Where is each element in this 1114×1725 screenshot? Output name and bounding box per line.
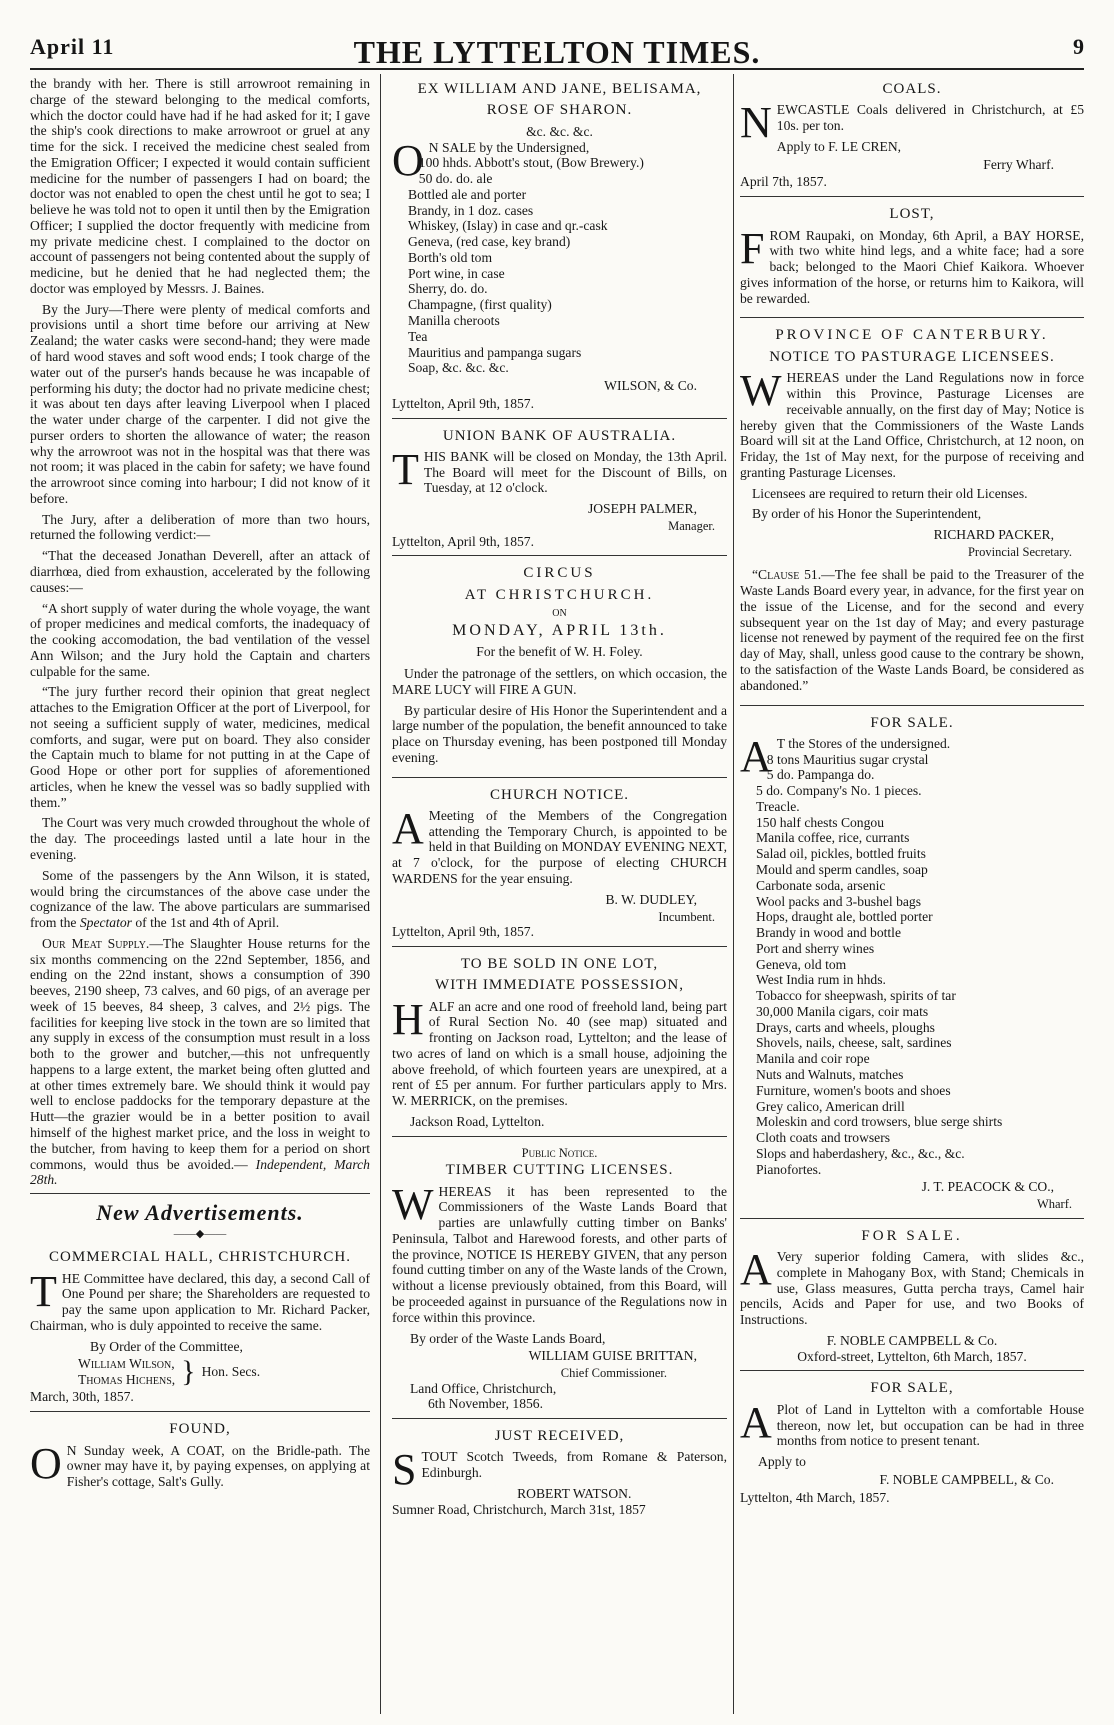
ad-body: Very superior folding Camera, with slides &c., complete in Mahogany Box, with Stand; Chemicals in use, Glass measures, Gutta percha trays, Camel hair pencils, Acids and Paper for use, and two Books of Instructions. — [740, 1248, 1084, 1328]
ad-body: HE Committee have declared, this day, a second Call of One Pound per share; the Shareholders are requested to pay the same upon application to Mr. Richard Packer, Chairman, who is duly appointed to receive the same. — [30, 1270, 370, 1334]
ad-line: By order of the Waste Lands Board, — [410, 1330, 606, 1346]
ad-church-notice — [392, 782, 727, 947]
ad-heading: MONDAY, APRIL 13th. — [452, 621, 667, 639]
ad-heading: LOST, — [889, 206, 935, 223]
paragraph-text: of the 1st and 4th of April. — [135, 915, 280, 931]
ad-heading: CHURCH NOTICE. — [489, 786, 629, 803]
list-item: Manila and coir rope — [756, 1051, 870, 1067]
drop-cap: A — [740, 1397, 772, 1447]
list-item: Tobacco for sheepwash, spirits of tar — [756, 988, 956, 1004]
ad-heading: WITH IMMEDIATE POSSESSION, — [435, 977, 684, 994]
list-item: Port and sherry wines — [756, 940, 875, 956]
list-item: Sherry, do. do. — [408, 281, 488, 297]
ad-union-bank — [392, 423, 727, 557]
ad-signature: RICHARD PACKER, — [933, 527, 1054, 543]
signatory-role: Hon. Secs. — [201, 1364, 261, 1380]
drop-cap: A — [740, 731, 772, 781]
signatory: Thomas Hichens, — [78, 1371, 176, 1387]
ad-timber-licenses — [392, 1141, 727, 1419]
ad-heading: COALS. — [882, 81, 942, 97]
paragraph-text: —The Slaughter House returns for the six months commencing on the 22nd September, 1856, and ending on the 22nd instant, shows a consumption of 390 beeves, 2190 sheep, 73 calves, and 60 pigs, of an average per week of 15 beeves, 84 sheep, 3 calves, and 2½ pigs. The facilities for keeping live stock in the town are so limited that any supply in excess of the consumption must result in a loss both to the grower and butcher,—this not unfrequently happens to a large extent, the market being often glutted and at other times extremely bare. We should think it would pay well to enclose paddocks for the temporary depasture at the Hutt—the grazier would be in a better position to avail himself of the highest market price, and the loss in weight to the butcher, from having to keep them for a period on short commons, would thus be avoided.— — [30, 935, 370, 1172]
list-item: Borth's old tom — [408, 249, 493, 265]
ad-heading: COMMERCIAL HALL, CHRISTCHURCH. — [49, 1249, 351, 1266]
ad-camera-for-sale — [740, 1223, 1084, 1372]
ad-signature: F. NOBLE CAMPBELL & Co. — [826, 1332, 998, 1348]
ad-role: Chief Commissioner. — [560, 1366, 667, 1381]
article-paragraph: “The jury further record their opinion that great neglect attaches to the Emigration Officer at the port of Liverpool, for not seeing a sufficient supply of water, medicines, medical comforts, and sugar, were put on board. They also consider the Captain much to blame for not putting in at the Cape of Good Hope or other port for supplies of aforementioned articles, when he knew the vessel was so badly supplied with them.” — [30, 684, 370, 810]
list-item: Geneva, (red case, key brand) — [408, 234, 571, 250]
ad-heading: AT CHRISTCHURCH. — [464, 586, 655, 603]
list-item: Brandy, in 1 doz. cases — [408, 202, 534, 218]
list-item: Hops, draught ale, bottled porter — [756, 909, 933, 925]
list-item: Geneva, old tom — [756, 956, 847, 972]
list-item: Tea — [408, 328, 428, 344]
drop-cap: H — [392, 994, 424, 1044]
newspaper-title: THE LYTTELTON TIMES. — [353, 34, 761, 70]
article-paragraph — [30, 936, 370, 1188]
ad-found — [30, 1416, 370, 1501]
list-item: Manila coffee, rice, currants — [756, 830, 910, 846]
ad-plot-for-sale — [740, 1375, 1084, 1511]
ad-body: TOUT Scotch Tweeds, from Romane & Paterson, Edinburgh. — [421, 1449, 727, 1481]
ad-pasturage-licensees — [740, 322, 1084, 705]
goods-list — [392, 155, 727, 376]
drop-cap: S — [392, 1445, 417, 1495]
ad-body: HIS BANK will be closed on Monday, the 13th April. The Board will meet for the Discount of Bills, on Tuesday, at 12 o'clock. — [423, 448, 727, 496]
ad-subheading: ROSE OF SHARON. — [486, 102, 633, 119]
ad-signature: B. W. DUDLEY, — [605, 891, 697, 907]
list-item: Drays, carts and wheels, ploughs — [756, 1019, 935, 1035]
list-item: Furniture, women's boots and shoes — [756, 1082, 951, 1098]
ad-date: Lyttelton, April 9th, 1857. — [392, 924, 534, 940]
signatory: William Wilson, — [78, 1356, 175, 1372]
article-paragraph — [30, 868, 370, 931]
article-paragraph: By the Jury—There were plenty of medical comforts and provisions until a short time before our arriving at New Zealand; the water casks were second-hand; they were made of hard wood staves and soft wood ends; I took charge of the water out of the purser's hands because he was incapable of performing his duty; the doctor had no private medicine chest; it was about ten days after leaving Liverpool when I placed the water under charge of the carpenter. I did not give the purser orders to shorten the allowance of water; the reason why the arrowroot was not in the hospital was that there was not room; it was placed in the cabin for safety; we have found the arrowroot since coming into harbour; I did not know of it before. — [30, 301, 370, 506]
masthead — [30, 34, 1084, 70]
ad-place: Wharf. — [1036, 1197, 1072, 1212]
article-paragraph: The Court was very much crowded throughout the whole of the day. The proceedings lasted until a late hour in the evening. — [30, 815, 370, 862]
section-title: New Advertisements. — [96, 1200, 304, 1226]
ad-line: Apply to F. LE CREN, — [776, 138, 902, 154]
goods-list — [740, 752, 1084, 1178]
ad-heading: NOTICE TO PASTURAGE LICENSEES. — [769, 348, 1055, 365]
ad-line: ON — [552, 608, 567, 620]
paragraph-text: Some of the passengers by the Ann Wilson, it is stated, would bring the circumstances of the above case under the cognizance of the law. The above particulars are summarised from the — [30, 867, 370, 931]
ad-line: By Order of the Committee, — [90, 1338, 243, 1354]
column-divider — [733, 74, 734, 1714]
ad-just-received — [392, 1423, 727, 1523]
ad-place: Ferry Wharf. — [983, 156, 1054, 172]
list-item: Mould and sperm candles, soap — [756, 862, 928, 878]
ad-date: Lyttelton, April 9th, 1857. — [392, 533, 534, 549]
drop-cap: N — [740, 98, 772, 148]
ad-heading: FOR SALE. — [861, 1227, 963, 1244]
list-item: Moleskin and cord trowsers, blue serge shirts — [756, 1114, 1003, 1130]
ad-intro: T the Stores of the undersigned. — [776, 735, 951, 751]
clause-label: “Clause 51. — [752, 567, 822, 583]
ad-body: Plot of Land in Lyttelton with a comfortable House thereon, now let, but occupation can be had in three months from notice to present tenant. — [776, 1401, 1084, 1449]
drop-cap: T — [392, 444, 419, 494]
column-3 — [740, 76, 1084, 1711]
signatories — [30, 1355, 370, 1390]
ad-date: April 7th, 1857. — [740, 174, 827, 190]
ad-signature: ROBERT WATSON. — [517, 1485, 632, 1501]
ad-intro: N SALE by the Undersigned, — [428, 139, 590, 155]
drop-cap: F — [740, 223, 765, 273]
ad-signature: J. T. PEACOCK & CO., — [921, 1179, 1054, 1195]
list-item: 150 half chests Congou — [756, 814, 884, 830]
article-paragraph: “That the deceased Jonathan Deverell, after an attack of diarrhœa, died from exhaustion, accelerated by the following causes:— — [30, 548, 370, 595]
list-item: Wool packs and 3-bushel bags — [756, 893, 922, 909]
ad-place: Land Office, Christchurch, — [410, 1380, 557, 1396]
ad-label: Public Notice. — [521, 1145, 598, 1160]
list-item: Cloth coats and trowsers — [756, 1130, 891, 1146]
list-item: Grey calico, American drill — [756, 1098, 905, 1114]
ad-lost-horse — [740, 201, 1084, 318]
ad-signature: WILLIAM GUISE BRITTAN, — [528, 1348, 697, 1364]
ad-date: Sumner Road, Christchurch, March 31st, 1857 — [392, 1501, 646, 1517]
list-item: 50 do. do. ale — [418, 171, 493, 187]
list-item: 5 do. Pampanga do. — [766, 767, 875, 783]
ad-body: HEREAS under the Land Regulations now in force within this Province, Pasturage Licenses are receivable annually, on the first day of May; Notice is hereby given that the Commissioners of the Waste Lands Board will sit at the Land Office, Christchurch, at 12 noon, on Friday, the 1st of May next, for the purpose of receiving and granting Pasturage Licenses. — [740, 370, 1084, 480]
ad-body: N Sunday week, A COAT, on the Bridle-path. The owner may have it, by paying expenses, on applying at Fisher's cottage, Salt's Gully. — [66, 1442, 370, 1490]
ad-address: Jackson Road, Lyttelton. — [410, 1113, 545, 1129]
drop-cap: A — [740, 1244, 772, 1294]
article-heading: Our Meat Supply. — [42, 935, 150, 951]
list-item: Mauritius and pampanga sugars — [408, 344, 582, 360]
list-item: Salad oil, pickles, bottled fruits — [756, 846, 926, 862]
list-item: Port wine, in case — [408, 265, 505, 281]
ad-stores-for-sale — [740, 710, 1084, 1219]
ad-heading: CIRCUS — [523, 565, 596, 582]
ad-signature: WILSON, & Co. — [604, 378, 697, 394]
ad-body: By particular desire of His Honor the Superintendent and a large number of the population, the benefit announced to take place on Thursday evening, has been postponed till Monday evening. — [392, 702, 727, 765]
ad-heading: PROVINCE OF CANTERBURY. — [775, 327, 1049, 344]
column-2 — [392, 76, 727, 1711]
list-item: Manilla cheroots — [408, 312, 500, 328]
column-1 — [30, 76, 370, 1711]
clause-text: —The fee shall be paid to the Treasurer of the Waste Lands Board every year, in advance, for the first year on the issue of the License, and for the second and every subsequent year on the 1st day of May; and every pasturage license not renewed by payment of the required fee on the first day of May, shall, unless good cause to the contrary be shown, to the satisfaction of the Waste Lands Board, be considered as abandoned.” — [740, 567, 1084, 693]
list-item: Shovels, nails, cheese, salt, sardines — [756, 1035, 952, 1051]
ad-wilson — [392, 76, 727, 419]
list-item: 5 do. Company's No. 1 pieces. — [756, 783, 922, 799]
drop-cap: W — [392, 1179, 434, 1229]
ad-body: By order of his Honor the Superintendent, — [752, 506, 982, 522]
list-item: West India rum in hhds. — [756, 972, 886, 988]
list-item: Pianofortes. — [756, 1161, 822, 1177]
ad-heading: FOR SALE. — [870, 714, 954, 731]
list-item: 30,000 Manila cigars, coir mats — [756, 1003, 929, 1019]
ornament: ——◆—— — [173, 1227, 227, 1240]
list-item: Brandy in wood and bottle — [756, 925, 901, 941]
ad-circus — [392, 560, 727, 777]
ad-role: Provincial Secretary. — [967, 544, 1072, 559]
ad-heading: FOR SALE, — [870, 1380, 954, 1397]
list-item: Champagne, (first quality) — [408, 297, 552, 313]
ad-line: For the benefit of W. H. Foley. — [476, 644, 643, 660]
ad-heading: UNION BANK OF AUSTRALIA. — [442, 427, 677, 444]
ad-coals — [740, 76, 1084, 197]
masthead-rule — [30, 68, 1084, 70]
column-divider — [380, 74, 381, 1714]
list-item: Bottled ale and porter — [408, 186, 527, 202]
drop-cap: O — [30, 1438, 62, 1488]
ad-heading: JUST RECEIVED, — [494, 1428, 625, 1445]
ad-commercial-hall — [30, 1244, 370, 1412]
ad-heading: TIMBER CUTTING LICENSES. — [445, 1162, 674, 1179]
brace: } — [181, 1354, 196, 1388]
article-source: Independent, March 28th. — [30, 1156, 370, 1188]
list-item: Treacle. — [756, 798, 800, 814]
ad-role: Manager. — [668, 519, 715, 534]
list-item: Slops and haberdashery, &c., &c., &c. — [756, 1145, 965, 1161]
ad-heading: FOUND, — [169, 1421, 231, 1438]
drop-cap: T — [30, 1266, 57, 1316]
ad-body: Under the patronage of the settlers, on which occasion, the MARE LUCY will FIRE A GUN. — [392, 665, 727, 697]
ad-date: March, 30th, 1857. — [30, 1389, 134, 1405]
ad-role: Incumbent. — [658, 909, 715, 924]
publication-name: Spectator — [79, 915, 132, 931]
ad-body: ALF an acre and one rood of freehold land, being part of Rural Section No. 40 (see map) situated and fronting on Jackson road, Lyttelton; and the lease of two acres of land on which is a small house, adjoining the above freehold, of which fourteen years are unexpired, at a rent of £5 per annum. For further particulars apply to Mrs. W. MERRICK, on the premises. — [392, 998, 727, 1109]
ad-date: Lyttelton, 4th March, 1857. — [740, 1489, 890, 1505]
ad-heading: TO BE SOLD IN ONE LOT, — [460, 955, 659, 972]
article-paragraph: “A short supply of water during the whole voyage, the want of proper medicines and medical comforts, the inadequacy of the cooking accomodation, the bad ventilation of the vessel Ann Wilson; and the Jury hold the Captain and charters culpable for the same. — [30, 600, 370, 679]
ad-body: EWCASTLE Coals delivered in Christchurch, at £5 10s. per ton. — [776, 102, 1084, 134]
list-item: Carbonate soda, arsenic — [756, 877, 886, 893]
list-item: Whiskey, (Islay) in case and qr.-cask — [408, 218, 608, 234]
ad-date: 6th November, 1856. — [428, 1396, 543, 1412]
ad-body: HEREAS it has been represented to the Commissioners of the Waste Lands Board that parties are unlawfully cutting timber on Banks' Peninsula, Talbot and Harewood forests, and other parts of the province, NOTICE IS HEREBY GIVEN, that any person found cutting timber on any of the Waste lands of the Crown, without a license previously obtained, from this Board, will be proceeded against in pursuance of the Regulations now in force within this province. — [392, 1183, 727, 1325]
ad-date: Lyttelton, April 9th, 1857. — [392, 395, 534, 411]
ad-body: ROM Raupaki, on Monday, 6th April, a BAY HORSE, with two white hind legs, and a white face; had a sore back; belonged to the Maori Chief Kaikora. Whoever gives information of the horse, or returns him to Kaikora, will be rewarded. — [740, 227, 1084, 306]
list-item: Nuts and Walnuts, matches — [756, 1066, 904, 1082]
list-item: 8 tons Mauritius sugar crystal — [766, 751, 929, 767]
ad-line: Apply to — [758, 1454, 806, 1470]
ad-land-sale — [392, 951, 727, 1137]
signatory-list — [78, 1356, 175, 1388]
ad-body: Licensees are required to return their old Licenses. — [752, 485, 1028, 501]
issue-date: April 11 — [30, 34, 115, 59]
divider — [30, 1193, 370, 1194]
page-number: 9 — [1073, 34, 1084, 59]
drop-cap: A — [392, 803, 424, 853]
ad-signature: F. NOBLE CAMPBELL, & Co. — [879, 1471, 1054, 1487]
drop-cap: W — [740, 366, 782, 416]
drop-cap: O — [392, 135, 424, 185]
list-item: 100 hhds. Abbott's stout, (Bow Brewery.) — [418, 155, 644, 171]
ad-date: Oxford-street, Lyttelton, 6th March, 1857. — [797, 1348, 1027, 1364]
article-paragraph: The Jury, after a deliberation of more than two hours, returned the following verdict:— — [30, 511, 370, 543]
list-item: Soap, &c. &c. &c. — [408, 360, 509, 376]
ad-body: Meeting of the Members of the Congregation attending the Temporary Church, is appointed to be held in that Building on MONDAY EVENING NEXT, at 7 o'clock, for the purpose of electing CHURCH WARDENS for the year ensuing. — [392, 807, 727, 887]
ad-clause — [740, 567, 1084, 693]
ad-signature: JOSEPH PALMER, — [587, 501, 697, 517]
ad-subheading: &c. &c. &c. — [526, 123, 593, 139]
article-paragraph: the brandy with her. There is still arrowroot remaining in charge of the steward belonging to the medical comforts, which the doctor could have had if he had asked for it; I gave the ship's cook directions to make arrowroot or gruel at any time for the sick. I received the medicine chest sealed from the Emigration Officer; I expected it would contain sufficient medicine for the number of passengers I had on board; the doctor was not enabled to open the chest until he got to sea; I believe he was told not to open it until then by the Emigration Officer; I supplied the doctor frequently with medicine from my private medicine chest. I complained to the doctor on account of passengers not being contented about the supply of medicine, but he denied that he had neglected them; the doctor was employed by Messrs. J. Baines. — [30, 76, 370, 296]
ad-heading: EX WILLIAM AND JANE, BELISAMA, — [417, 81, 702, 97]
